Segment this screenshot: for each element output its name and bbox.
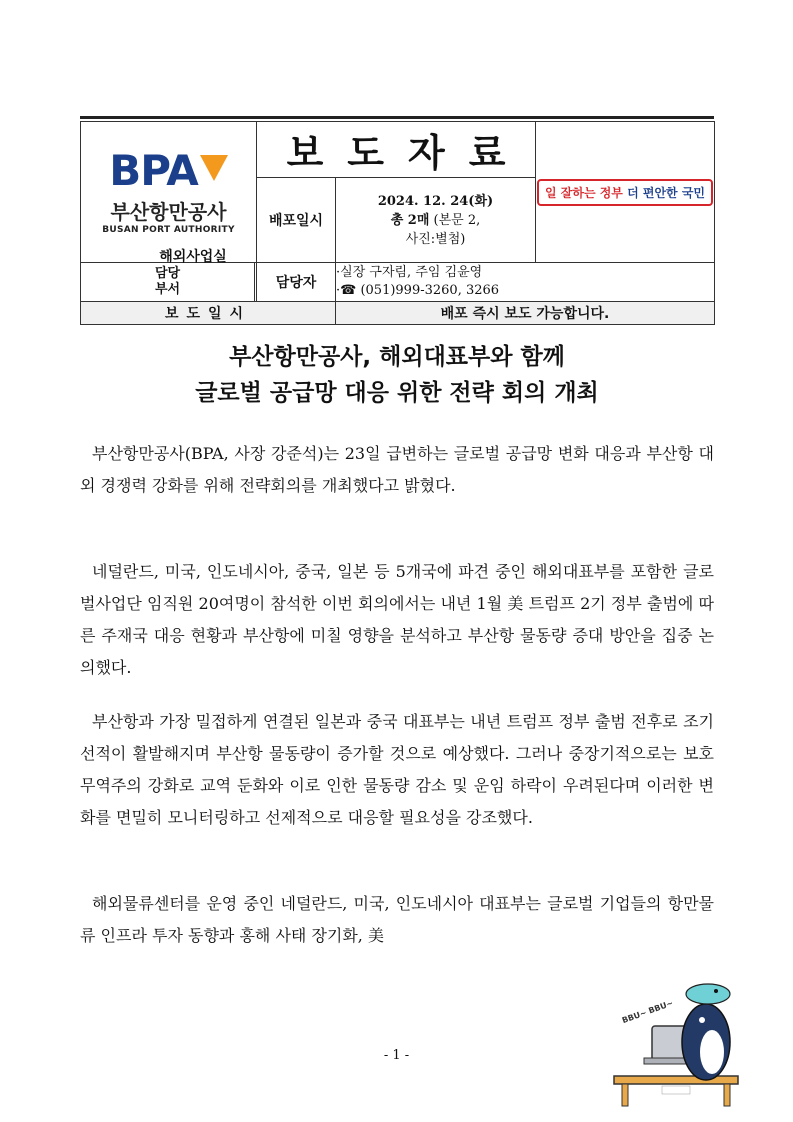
logo-org-korean: 부산항만공사 (110, 199, 227, 224)
slogan-part1: 일 잘하는 정부 (544, 185, 623, 200)
pages-photo: 사진:별첨) (405, 231, 466, 247)
contact-label: 담당자 (257, 263, 336, 302)
bpa-logo (81, 145, 256, 235)
distribution-info (336, 178, 536, 263)
contact-info (336, 263, 715, 302)
contact-people: ·실장 구자림, 주임 김윤영 (336, 265, 483, 280)
logo-cell (81, 122, 257, 263)
headline-line2: 글로벌 공급망 대응 위한 전략 회의 개최 (195, 380, 599, 406)
body-paragraph-4: 해외물류센터를 운영 중인 네덜란드, 미국, 인도네시아 대표부는 글로벌 기업들의 항만물류 인프라 투자 동향과 홍해 사태 장기화, 美 (80, 894, 714, 945)
distribution-label: 배포일시 (257, 178, 336, 263)
dept-label-line1: 담당 (154, 266, 181, 281)
mascot-text: BBU~ BBU~ (620, 998, 675, 1026)
logo-org-english: BUSAN PORT AUTHORITY (102, 224, 235, 235)
contact-phone: ·☎ (051)999-3260, 3266 (336, 283, 500, 298)
slogan-cell (536, 122, 715, 263)
dept-label-line2: 부서 (154, 282, 181, 297)
body-paragraph-2: 네덜란드, 미국, 인도네시아, 중국, 일본 등 5개국에 파견 중인 해외대표부를 포함한 글로벌사업단 임직원 20여명이 참석한 이번 회의에서는 내년 1월 美 트럼프 2기 정부 출범에 따른 주재국 대응 현황과 부산항에 미칠 영향을 분석하고 부산항 물동량 증대 방안을 집중 논의했다. (80, 562, 714, 677)
dept-value: 해외사업실 (159, 249, 227, 265)
distribution-date: 2024. 12. 24(화) (377, 193, 494, 209)
body-paragraph-3: 부산항과 가장 밀접하게 연결된 일본과 중국 대표부는 내년 트럼프 정부 출범 전후로 조기 선적이 활발해지며 부산항 물동량이 증가할 것으로 예상했다. 그러나 중장기적으로는 보호무역주의 강화로 교역 둔화와 이로 인한 물동량 감소 및 운임 하락이 우려된다며 이러한 변화를 면밀히 모니터링하고 선제적으로 대응할 필요성을 강조했다. (80, 712, 714, 827)
logo-brand: BPA (109, 145, 198, 195)
body-paragraph-1: 부산항만공사(BPA, 사장 강준석)는 23일 급변하는 글로벌 공급망 변화 대응과 부산항 대외 경쟁력 강화를 위해 전략회의를 개최했다고 밝혔다. (80, 444, 714, 495)
dept-label (81, 263, 255, 302)
page-number: - 1 - (383, 1048, 410, 1063)
slogan-part2: 더 편안한 국민 (627, 185, 706, 200)
mascot-illustration (612, 958, 744, 1108)
release-label: 보도일시 (81, 302, 336, 325)
press-release-title: 보도자료 (257, 122, 536, 178)
headline-line1: 부산항만공사, 해외대표부와 함께 (229, 344, 565, 370)
press-header-table (80, 121, 715, 325)
government-slogan (537, 179, 713, 206)
pages-detail: (본문 2, (433, 212, 481, 228)
logo-triangle-icon (200, 155, 228, 181)
release-value: 배포 즉시 보도 가능합니다. (336, 302, 715, 325)
header-top-rule (80, 116, 714, 119)
pages-total: 총 2매 (390, 212, 430, 228)
